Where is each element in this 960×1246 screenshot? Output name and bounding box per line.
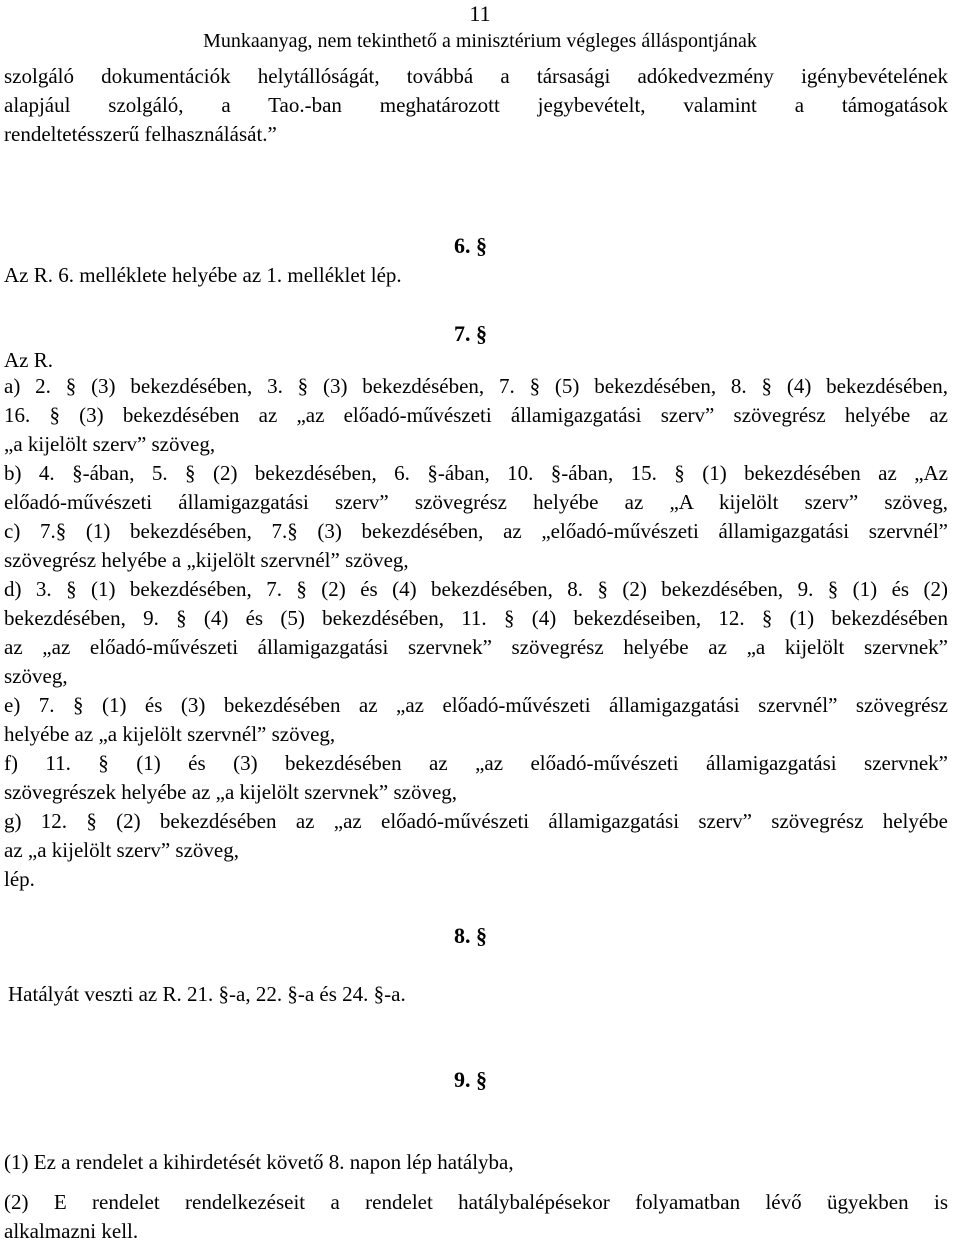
- amendment-line: c) 7.§ (1) bekezdésében, 7.§ (3) bekezdésében, az „előadó-művészeti államigazgatási szervnél”: [4, 519, 948, 543]
- section-7-list: [4, 372, 948, 894]
- section-6-heading: 6. §: [454, 233, 487, 258]
- amendment-line: előadó-művészeti államigazgatási szerv” szövegrész helyébe az „A kijelölt szerv” szöveg,: [4, 490, 948, 514]
- section-8-heading: 8. §: [454, 923, 487, 948]
- draft-note: Munkaanyag, nem tekinthető a minisztérium végleges álláspontjának: [203, 30, 757, 52]
- amendment-line: a) 2. § (3) bekezdésében, 3. § (3) bekezdésében, 7. § (5) bekezdésében, 8. § (4) bekezdésében,: [4, 374, 948, 398]
- amendment-line: g) 12. § (2) bekezdésében az „az előadó-művészeti államigazgatási szerv” szövegrész helyébe: [4, 809, 948, 833]
- amendment-line: bekezdésében, 9. § (4) és (5) bekezdésében, 11. § (4) bekezdéseiben, 12. § (1) bekezdésében: [4, 606, 948, 630]
- section-7-intro: Az R.: [4, 348, 53, 372]
- paragraph-line: alkalmazni kell.: [4, 1219, 139, 1243]
- amendment-line: az „az előadó-művészeti államigazgatási szervnek” szövegrész helyébe az „a kijelölt szervnek”: [4, 635, 948, 659]
- section-9-heading: 9. §: [454, 1067, 487, 1092]
- paragraph-line: (2) E rendelet rendelkezéseit a rendelet hatálybalépésekor folyamatban lévő ügyekben is: [4, 1190, 948, 1214]
- section-9-paragraph-2: [4, 1188, 948, 1246]
- amendment-line: b) 4. §-ában, 5. § (2) bekezdésében, 6. §-ában, 10. §-ában, 15. § (1) bekezdésében az „Az: [4, 461, 948, 485]
- amendment-line: szöveg,: [4, 664, 68, 688]
- amendment-line: szövegrész helyébe a „kijelölt szervnél” szöveg,: [4, 548, 409, 572]
- amendment-line: az „a kijelölt szerv” szöveg,: [4, 838, 239, 862]
- page-number: 11: [469, 1, 491, 26]
- intro-line: rendeltetésszerű felhasználását.”: [4, 122, 277, 146]
- intro-line: szolgáló dokumentációk helytállóságát, továbbá a társasági adókedvezmény igénybevételének: [4, 64, 948, 88]
- amendment-line: d) 3. § (1) bekezdésében, 7. § (2) és (4) bekezdésében, 8. § (2) bekezdésében, 9. § (1) és (2): [4, 577, 948, 601]
- amendment-line: 16. § (3) bekezdésében az „az előadó-művészeti államigazgatási szerv” szövegrész helyébe az: [4, 403, 948, 427]
- section-6-text: Az R. 6. melléklete helyébe az 1. melléklet lép.: [4, 263, 402, 287]
- section-8-text: Hatályát veszti az R. 21. §-a, 22. §-a és 24. §-a.: [8, 982, 406, 1006]
- section-7-heading: 7. §: [454, 321, 487, 346]
- intro-line: alapjául szolgáló, a Tao.-ban meghatározott jegybevételt, valamint a támogatások: [4, 93, 948, 117]
- amendment-line: „a kijelölt szerv” szöveg,: [4, 432, 216, 456]
- intro-paragraph: [4, 62, 948, 149]
- amendment-line: lép.: [4, 867, 35, 891]
- amendment-line: helyébe az „a kijelölt szervnél” szöveg,: [4, 722, 336, 746]
- section-9-paragraph-1: (1) Ez a rendelet a kihirdetését követő 8. napon lép hatályba,: [4, 1150, 514, 1174]
- amendment-line: szövegrészek helyébe az „a kijelölt szervnek” szöveg,: [4, 780, 458, 804]
- amendment-line: e) 7. § (1) és (3) bekezdésében az „az előadó-művészeti államigazgatási szervnél” szövegrész: [4, 693, 948, 717]
- amendment-line: f) 11. § (1) és (3) bekezdésében az „az előadó-művészeti államigazgatási szervnek”: [4, 751, 948, 775]
